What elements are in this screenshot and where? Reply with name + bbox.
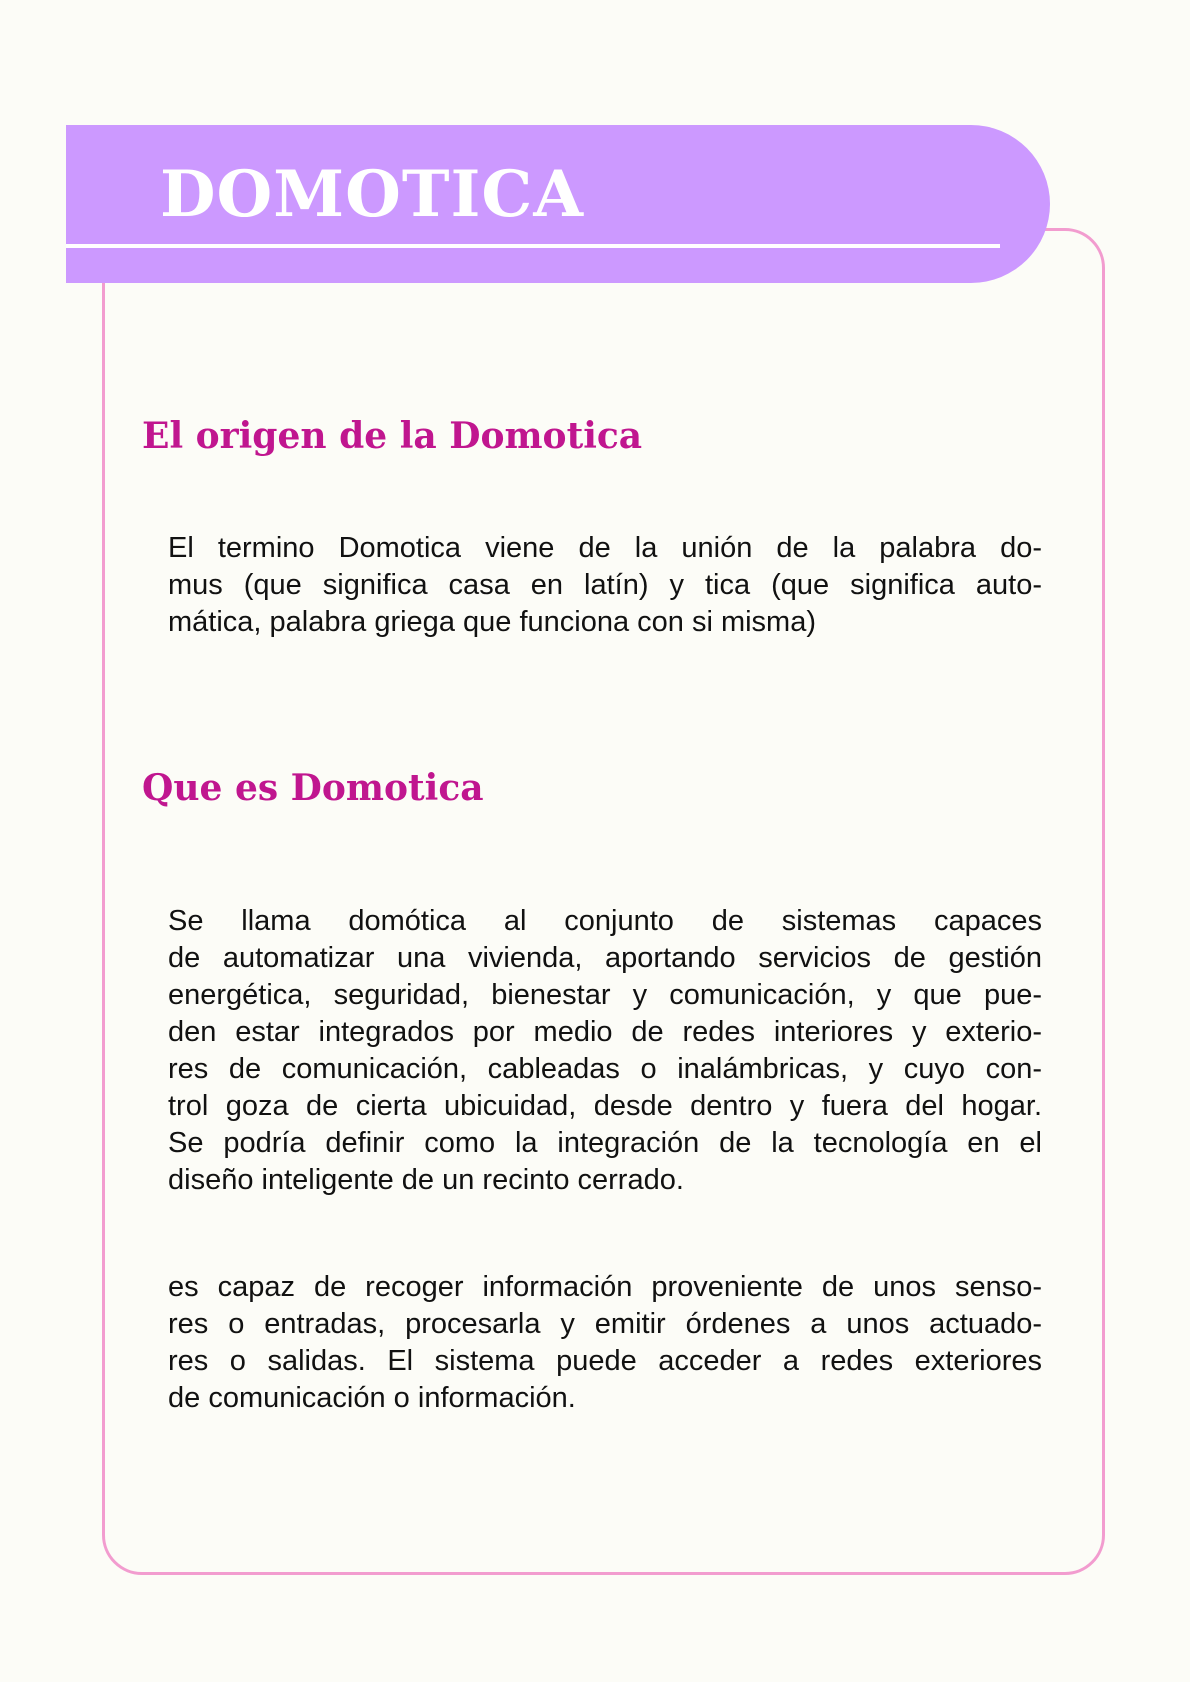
paragraph-line: energética, seguridad, bienestar y comunicación, y que pue-: [168, 979, 1042, 1011]
title-underline-divider: [66, 244, 1000, 248]
paragraph-line: mus (que significa casa en latín) y tica (que significa auto-: [168, 569, 1042, 601]
paragraph-capabilities: [168, 1269, 1042, 1417]
paragraph-origin: [168, 530, 1042, 641]
section-heading-what-is: Que es Domotica: [142, 767, 484, 809]
paragraph-line: diseño inteligente de un recinto cerrado.: [168, 1164, 684, 1196]
section-heading-origin: El origen de la Domotica: [142, 415, 643, 457]
paragraph-line: El termino Domotica viene de la unión de la palabra do-: [168, 532, 1042, 564]
paragraph-line: trol goza de cierta ubicuidad, desde dentro y fuera del hogar.: [168, 1090, 1042, 1122]
page-title: DOMOTICA: [160, 157, 584, 232]
paragraph-line: res o entradas, procesarla y emitir órdenes a unos actuado-: [168, 1308, 1042, 1340]
paragraph-line: den estar integrados por medio de redes interiores y exterio-: [168, 1016, 1042, 1048]
paragraph-line: Se podría definir como la integración de la tecnología en el: [168, 1127, 1042, 1159]
paragraph-line: res de comunicación, cableadas o inalámbricas, y cuyo con-: [168, 1053, 1042, 1085]
paragraph-line: es capaz de recoger información proveniente de unos senso-: [168, 1271, 1042, 1303]
paragraph-line: mática, palabra griega que funciona con si misma): [168, 606, 816, 638]
paragraph-line: Se llama domótica al conjunto de sistemas capaces: [168, 905, 1042, 937]
paragraph-line: res o salidas. El sistema puede acceder a redes exteriores: [168, 1345, 1042, 1377]
paragraph-definition: [168, 903, 1042, 1199]
paragraph-line: de comunicación o información.: [168, 1382, 576, 1414]
paragraph-line: de automatizar una vivienda, aportando servicios de gestión: [168, 942, 1042, 974]
